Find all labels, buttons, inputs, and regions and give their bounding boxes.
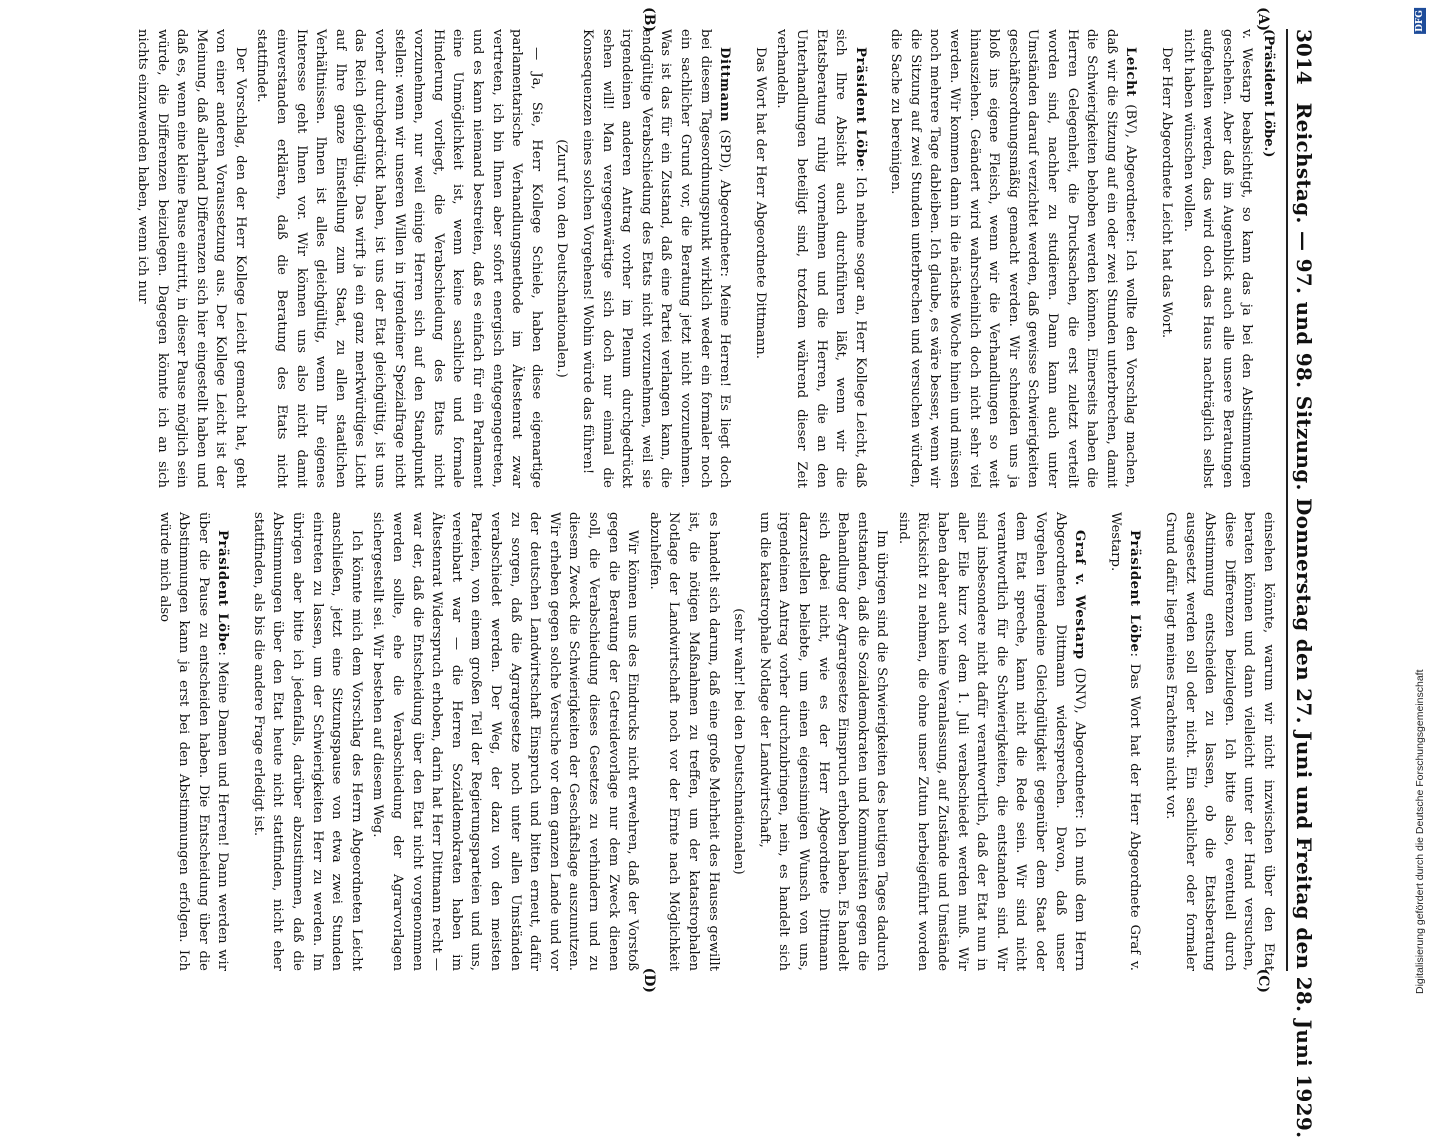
left-column (28, 7, 1278, 488)
speech-paragraph (577, 29, 734, 488)
dfg-logo-text: DFG (1415, 10, 1425, 32)
interjection: (Zuruf von den Deutschnationalen.) (554, 139, 570, 378)
body-paragraph: Im übrigen sind die Schwierigkeiten des heutigen Tages dadurch entstanden, daß die Sozialdemokraten und Kommunisten gegen die Behandlung der Agrargesetze Einspruch erhoben haben. Es handelt sich dabei nicht, wie es der Herr Abgeordnete Dittmann darzustellen beliebte, um einen eigensinnigen Wunsch von uns, irgendeinen Antrag vorher durchzubringen, nein, es handelt sich um die katastrophale Notlage der Landwirtschaft, (756, 512, 890, 971)
margin-marker-d: (D) (641, 967, 657, 993)
body-paragraph: Der Herr Abgeordnete Leicht hat das Wort. (1159, 47, 1175, 339)
right-column (28, 512, 1278, 993)
body-paragraph: Wir können uns des Eindrucks nicht erwehren, daß der Vorstoß gegen die Beratung der Getreidevorlage nur dem Zweck dienen soll, die Verabschiedung dieses Gesetzes zu verhindern und zu diesem Zweck die Schwierigkeiten der Geschäftslage auszunutzen. Wir erheben gegen solche Versuche vor dem ganzen Lande und vor der deutschen Landwirtschaft Einspruch und bitten erneut, dafür zu sorgen, daß die Agrargesetze noch unter allen Umständen verabschiedet werden. Der Weg, der dazu von den meisten Parteien, von einem großen Teil der Regierungsparteien und uns, vereinbart war — die Herren Sozialdemokraten haben im Ältestenrat Widerspruch erhoben, darin hat Herr Dittmann recht — war der, daß die Entscheidung über den Etat nicht vorgenommen werden sollte, ehe die Verabschiedung der Agrarvorlagen sichergestellt sei. Wir bestehen auf diesem Weg. (370, 512, 641, 971)
margin-marker-a: (A) (1255, 7, 1271, 32)
speech-text: : Das Wort hat der Herr Abgeordnete Graf v. Westarp. (1107, 512, 1143, 971)
margin-marker-c: (C) (1255, 968, 1271, 993)
paragraph-gap (1089, 512, 1103, 971)
funding-credit: Digitalisierung gefördert durch die Deutsche Forschungsgemeinschaft (1414, 669, 1426, 994)
speech-text: (DNV), Abgeordneter: Ich muß dem Herrn Abgeordneten Dittmann widersprechen. Davon, daß unser Vorgehen irgendeine Gleichgültigkeit gegenüber dem Staat oder dem Etat spreche, kann nicht die Rede sein. Wir sind nicht verantwortlich für die Schwierigkeiten, die entstanden sind. Wir sind insbesondere nicht dafür verantwortlich, daß der Etat nun in aller Eile kurz vor dem 1. Juli verabschiedet werden muß. Wir haben daher auch keine Veranlassung, auf Zustände und Umstände Rücksicht zu nehmen, die ohne unser Zutun herbeigeführt worden sind. (895, 512, 1088, 971)
paragraph-gap (1140, 29, 1154, 488)
body-paragraph: v. Westarp beabsichtigt, so kann das ja bei den Abstimmungen geschehen. Aber daß im Augenblick auch alle unsere Beratungen aufgehalten werden, das wird doch das Haus nachträglich selbst nicht haben wünschen wollen. (1180, 29, 1255, 488)
speech-text: (SPD), Abgeordneter: Meine Herren! Es liegt doch bei diesem Tagesordnungspunkt wirklich weder ein formaler noch ein sachlicher Grund vor, die Beratung jetzt nicht vorzunehmen. Was ist das für ein Zustand, daß eine Partei verlangen kann, die endgültige Verabschiedung des Etats nicht vorzunehmen, weil sie irgendeinen anderen Antrag vorher im Plenum durchgedrückt sehen will! Man vergegenwärtige sich doch nur einmal die Konsequenzen eines solchen Vorgehens! Wohin würde das führen! (580, 29, 733, 488)
body-paragraph: — Ja, Sie, Herr Kollege Schiele, haben diese eigenartige parlamentarische Verhandlungsmethode im Ältestenrat zwar vertreten, ich bin Ihnen aber sofort energisch entgegengetreten, und es kann niemand bestreiten, daß es einfach für ein Parlament eine Unmöglichkeit ist, wenn keine sachliche und formale Hinderung vorliegt, die Verabschiedung des Etats nicht vorzunehmen, nur weil einige Herren sich auf den Standpunkt stellen: wenn wir unseren Willen in irgendeiner Spezialfrage nicht vorher durchgedrückt haben, ist uns der Etat gleichgültig, ist uns das Reich gleichgültig. Das wirft ja ein ganz merkwürdiges Licht auf Ihre ganze Einstellung zum Staat, zu allen staatlichen Verhältnissen. Ihnen ist alles gleichgültig, wenn Ihr eigenes Interesse geht Ihnen vor. Wir können uns also nicht damit einverstanden erklären, daß die Beratung des Etats nicht stattfindet. (254, 29, 544, 488)
paragraph-gap (232, 512, 246, 971)
speech-paragraph (1105, 512, 1144, 971)
paragraph-gap (1144, 512, 1158, 971)
speaker-name: Graf v. Westarp (1072, 530, 1088, 660)
body-paragraph: es handelt sich darum, daß eine große Mehrheit des Hauses gewillt ist, die nötigen Maßnahmen zu treffen, um der katastrophalen Notlage der Landwirtschaft noch vor der Ernte nach Möglichkeit abzuhelfen. (646, 512, 721, 971)
dfg-logo (1414, 8, 1432, 30)
body-paragraph: Der Vorschlag, den der Herr Kollege Leicht gemacht hat, geht von einer anderen Voraussetzung aus. Der Kollege Leicht ist der Meinung, daß allerhand Differenzen sich hier eingestellt haben und daß es, wenn eine kleine Pause eintritt, in dieser Pause möglich sein würde, die Differenzen beizulegen. Dagegen könnte ich an sich nichts einzuwenden haben, wenn ich nur (134, 29, 248, 488)
speech-paragraph (886, 29, 1141, 488)
speech-paragraph (154, 512, 232, 971)
speech-text: (BV), Abgeordneter: Ich wollte den Vorschlag machen, daß wir die Sitzung auf ein oder zwei Stunden unterbrechen, damit die Schwierigkeiten behoben werden können. Einerseits haben die Herren Gelegenheit, die Drucksachen, die erst zuletzt verteilt worden sind, nachher zu studieren. Dann kann auch unter Umständen darauf verzichtet werden, daß gewisse Schwierigkeiten geschäftsordnungsmäßig gemacht werden. Wir schneiden uns ja bloß ins eigene Fleisch, wenn wir die Verhandlungen so weit hinausziehen. Geändert wird wahrscheinlich doch nicht sehr viel werden. Wir kommen dann in die nächste Woche hinein und müssen noch mehrere Tage dableiben. Ich glaube, es wäre besser, wenn wir die Sitzung auf zwei Stunden unterbrechen und versuchen würden, die Sache zu bereinigen. (888, 29, 1139, 488)
speaker-name: Präsident Löbe (1127, 530, 1143, 653)
speech-text: : Meine Damen und Herren! Dann werden wir über die Pause zu entscheiden haben. Die Entscheidung über die Abstimmungen kann ja erst bei den Abstimmungen erfolgen. Ich würde mich also (156, 512, 231, 971)
speaker-name: Leicht (1123, 47, 1139, 97)
margin-marker-b: (B) (641, 7, 657, 33)
page-number: 3014 (1292, 29, 1316, 85)
speech-paragraph (772, 29, 870, 488)
speaker-name: Präsident Löbe (215, 530, 231, 652)
paragraph-gap (870, 29, 884, 488)
document-page (4, 5, 1334, 1138)
page-title: Reichstag. — 97. und 98. Sitzung. Donnerstag den 27. Juni und Freitag den 28. Juni 1929. (1292, 102, 1316, 1138)
speech-paragraph (893, 512, 1089, 971)
interjection: (sehr wahr! bei den Deutschnationalen) (731, 608, 747, 875)
speaker-name: Präsident Löbe (852, 47, 868, 168)
speaker-name: Dittmann (717, 47, 733, 123)
body-paragraph: einsehen könnte, warum wir nicht inzwischen über den Etat beraten können und dann vielleicht unter der Hand versuchen, diese Differenzen beizulegen. Ich bitte also, eventuell durch Abstimmung entscheiden zu lassen, ob die Etatsberatung ausgesetzt werden soll oder nicht. Ein sachlicher oder formaler Grund dafür liegt meines Erachtens nicht vor. (1163, 512, 1276, 971)
running-speaker-note: (Präsident Löbe.) (1261, 29, 1276, 158)
speech-text: : Ich nehme sogar an, Herr Kollege Leicht, daß sich Ihre Absicht auch durchführen läßt, wenn wir die Etatsberatung ruhig vornehmen und die Herren, die an den Unterhandlungen beteiligt sind, trotzdem während dieser Zeit verhandeln. (774, 29, 868, 488)
text-columns (28, 7, 1278, 993)
body-paragraph: Das Wort hat der Herr Abgeordnete Dittmann. (752, 47, 768, 359)
paragraph-gap (734, 29, 748, 488)
page-header (1286, 29, 1316, 1138)
body-paragraph: Ich könnte mich dem Vorschlag des Herrn Abgeordneten Leicht anschließen, jetzt eine Sitzungspause von etwa zwei Stunden eintreten zu lassen, um der Schwierigkeiten Herr zu werden. Im übrigen aber bitte ich jedenfalls, darüber abzustimmen, daß die Abstimmungen über den Etat heute nicht stattfinden, nicht eher stattfinden, als bis die andere Frage erledigt ist. (250, 512, 364, 971)
